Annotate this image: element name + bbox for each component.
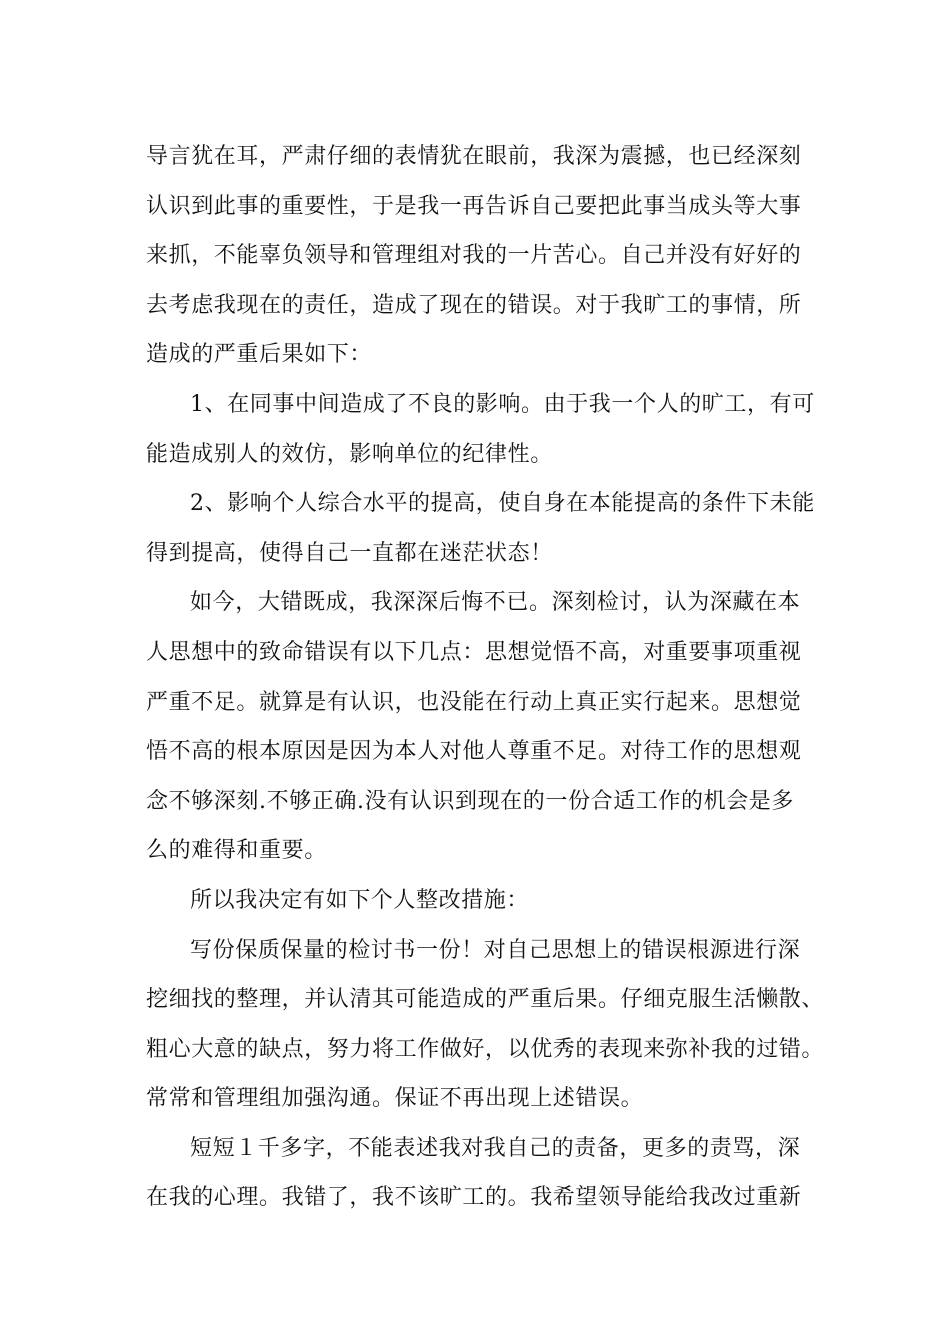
text-line: 来抓，不能辜负领导和管理组对我的一片苦心。自己并没有好好的 <box>146 243 802 269</box>
text-line: 短短１千多字，不能表述我对我自己的责备，更多的责骂，深 <box>190 1135 801 1161</box>
text-line: 么的难得和重要。 <box>146 838 327 864</box>
text-line: 念不够深刻.不够正确.没有认识到现在的一份合适工作的机会是多 <box>146 788 794 814</box>
text-line: 去考虑我现在的责任，造成了现在的错误。对于我旷工的事情，所 <box>146 292 802 318</box>
text-line: 常常和管理组加强沟通。保证不再出现上述错误。 <box>146 1086 644 1112</box>
text-line: 写份保质保量的检讨书一份！对自己思想上的错误根源进行深 <box>190 937 801 963</box>
document-body <box>146 132 825 1223</box>
text-line: 导言犹在耳，严肃仔细的表情犹在眼前，我深为震撼，也已经深刻 <box>146 144 802 169</box>
text-line: 粗心大意的缺点，努力将工作做好，以优秀的表现来弥补我的过错。 <box>146 1036 825 1062</box>
text-line: 能造成别人的效仿，影响单位的纪律性。 <box>146 441 553 467</box>
text-line: 悟不高的根本原因是因为本人对他人尊重不足。对待工作的思想观 <box>146 739 802 765</box>
text-line: 在我的心理。我错了，我不该旷工的。我希望领导能给我改过重新 <box>146 1185 802 1211</box>
text-line: 认识到此事的重要性，于是我一再告诉自己要把此事当成头等大事 <box>146 193 802 219</box>
text-line: 如今，大错既成，我深深后悔不已。深刻检讨，认为深藏在本 <box>190 590 801 616</box>
text-line: 2、影响个人综合水平的提高，使自身在本能提高的条件下未能 <box>190 491 815 517</box>
text-line: 得到提高，使得自己一直都在迷茫状态！ <box>146 540 553 566</box>
text-line: 所以我决定有如下个人整改措施： <box>190 887 530 913</box>
text-line: 挖细找的整理，并认清其可能造成的严重后果。仔细克服生活懒散、 <box>146 987 825 1013</box>
text-line: 造成的严重后果如下： <box>146 342 373 368</box>
text-line: 1、在同事中间造成了不良的影响。由于我一个人的旷工，有可 <box>190 391 815 417</box>
text-line: 严重不足。就算是有认识，也没能在行动上真正实行起来。思想觉 <box>146 689 802 715</box>
text-line: 人思想中的致命错误有以下几点：思想觉悟不高，对重要事项重视 <box>146 639 802 665</box>
